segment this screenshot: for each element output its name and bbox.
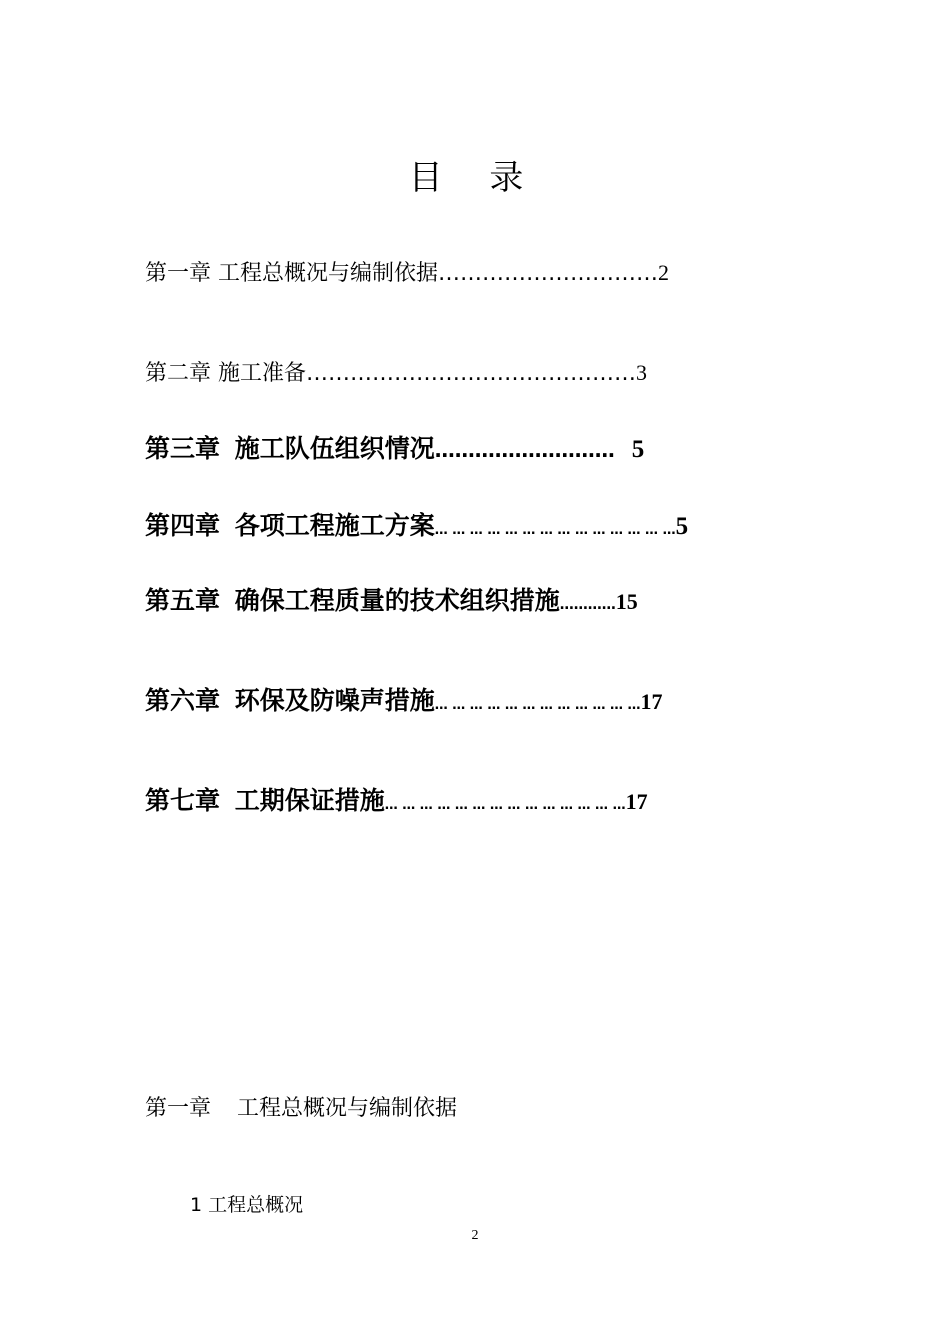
chapter-heading <box>145 1091 457 1122</box>
toc-page-number: 3 <box>636 360 648 385</box>
toc-chapter-title: 确保工程质量的技术组织措施 <box>234 586 560 615</box>
toc-entry-chapter-2[interactable] <box>145 362 647 385</box>
toc-chapter-title: 施工队伍组织情况 <box>234 434 435 463</box>
toc-entry-chapter-7[interactable] <box>145 788 648 813</box>
toc-chapter-title: 工程总概况与编制依据 <box>218 261 439 286</box>
page-number: 2 <box>471 1228 479 1243</box>
toc-page-number: 15 <box>615 589 638 614</box>
toc-leader: … … … … … … … … … … … … <box>434 698 641 713</box>
toc-chapter-label: 第一章 <box>145 261 212 286</box>
toc-page-number: 5 <box>631 436 645 463</box>
toc-entry-chapter-6[interactable] <box>145 688 663 713</box>
toc-leader: … … … … … … … … … … … … … … <box>434 523 676 538</box>
toc-page-number: 2 <box>658 260 670 285</box>
toc-page-number: 17 <box>640 689 663 714</box>
toc-chapter-label: 第三章 <box>145 434 221 463</box>
toc-leader: ………………………… <box>438 261 659 286</box>
toc-chapter-label: 第五章 <box>145 586 221 615</box>
toc-chapter-title: 环保及防噪声措施 <box>234 686 435 715</box>
toc-page-number: 5 <box>675 513 689 540</box>
toc-leader: ……………………… <box>434 438 622 462</box>
toc-chapter-label: 第四章 <box>145 511 221 540</box>
toc-entry-chapter-5[interactable] <box>145 588 638 613</box>
toc-entry-chapter-3[interactable] <box>145 436 644 462</box>
chapter-title: 工程总概况与编制依据 <box>237 1096 458 1121</box>
chapter-label: 第一章 <box>145 1096 212 1121</box>
section-heading: 1 工程总概况 <box>190 1194 304 1216</box>
toc-chapter-label: 第二章 <box>145 361 212 386</box>
toc-chapter-label: 第六章 <box>145 686 221 715</box>
toc-leader: … … … … … … … … … … … … … … <box>384 798 626 813</box>
toc-entry-chapter-4[interactable] <box>145 513 688 539</box>
toc-leader: ………… <box>559 597 616 613</box>
toc-chapter-title: 工期保证措施 <box>234 786 385 815</box>
toc-entry-chapter-1[interactable] <box>145 262 669 285</box>
toc-chapter-title: 各项工程施工方案 <box>234 511 435 540</box>
toc-chapter-label: 第七章 <box>145 786 221 815</box>
toc-chapter-title: 施工准备 <box>218 361 307 386</box>
toc-page-number: 17 <box>625 789 648 814</box>
toc-leader: ……………………………………… <box>306 361 637 386</box>
toc-title: 目 录 <box>408 158 542 198</box>
